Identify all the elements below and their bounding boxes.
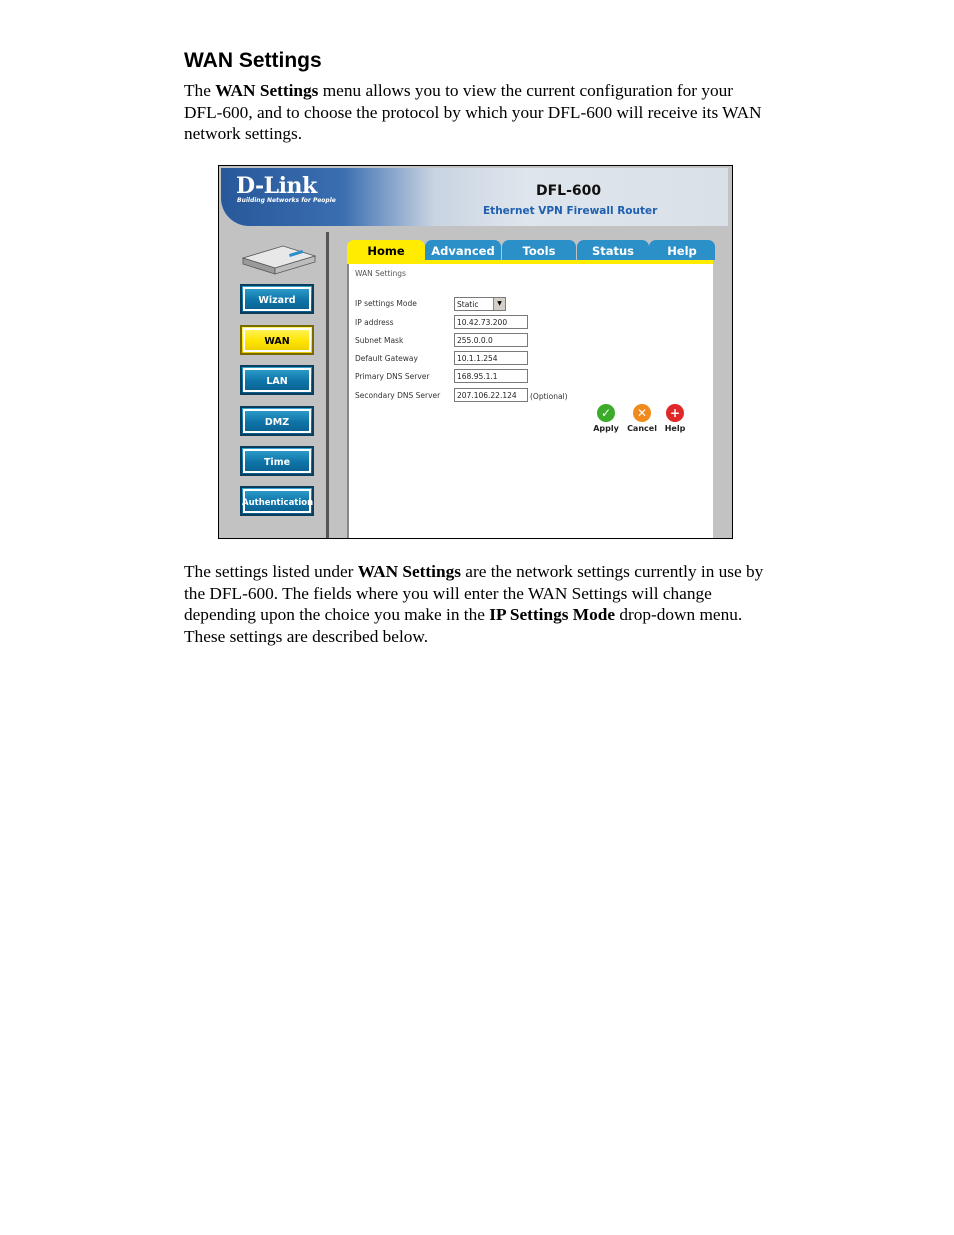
secondary-dns-input[interactable]: 207.106.22.124 [454,388,528,402]
checkmark-icon[interactable]: ✓ [597,404,615,422]
apply-button[interactable] [586,404,626,433]
help-label: Help [664,424,686,433]
model-name: DFL-600 [536,183,602,199]
right-gutter [713,260,729,538]
wan-settings-title: WAN Settings [355,269,406,278]
help-button[interactable] [655,404,695,433]
description-paragraph: The settings listed under WAN Settings are the network settings currently in use by the DFL-600. The fields where you will enter the WAN Settings will change depending upon the choice you make in the IP Settings Mode drop-down menu. These settings are described below. [184,562,764,646]
tab-home[interactable]: Home [347,240,425,260]
tab-advanced[interactable]: Advanced [425,240,501,260]
cross-icon[interactable]: ✕ [633,404,651,422]
dlink-logo: D-Link [236,173,317,199]
router-device-icon [239,244,319,278]
sidebar-item-lan[interactable]: LAN [240,365,314,395]
sidebar-item-time[interactable]: Time [240,446,314,476]
default-gateway-input[interactable]: 10.1.1.254 [454,351,528,365]
primary-dns-input[interactable]: 168.95.1.1 [454,369,528,383]
tab-status[interactable]: Status [577,240,649,260]
subnet-mask-label: Subnet Mask [355,336,404,345]
section-heading: WAN Settings [184,49,322,72]
top-tabs [347,240,715,262]
secondary-dns-label: Secondary DNS Server [355,391,441,400]
ip-mode-select[interactable] [454,297,506,311]
primary-dns-label: Primary DNS Server [355,372,430,381]
ip-mode-label: IP settings Mode [355,299,417,308]
ip-address-label: IP address [355,318,394,327]
subnet-mask-input[interactable]: 255.0.0.0 [454,333,528,347]
sidebar-item-authentication[interactable]: Authentication [240,486,314,516]
header-banner [221,168,728,226]
apply-label: Apply [593,424,619,433]
tab-help[interactable]: Help [649,240,715,260]
ip-mode-value: Static [457,300,479,309]
product-name: Ethernet VPN Firewall Router [483,205,658,217]
chevron-down-icon[interactable]: ▼ [493,298,505,310]
cancel-label: Cancel [627,424,657,433]
sidebar-divider [326,232,329,538]
sidebar-item-wan[interactable]: WAN [240,325,314,355]
ip-address-input[interactable]: 10.42.73.200 [454,315,528,329]
sidebar-item-wizard[interactable]: Wizard [240,284,314,314]
logo-tagline: Building Networks for People [237,197,336,204]
optional-note: (Optional) [530,392,568,401]
intro-paragraph: The WAN Settings menu allows you to view the current configuration for your DFL-600, and to choose the protocol by which your DFL-600 will receive its WAN network settings. [184,81,762,144]
sidebar-item-dmz[interactable]: DMZ [240,406,314,436]
plus-icon[interactable]: + [666,404,684,422]
tab-tools[interactable]: Tools [502,240,576,260]
default-gateway-label: Default Gateway [355,354,418,363]
tab-underline [347,260,713,264]
router-ui-screenshot [218,165,733,539]
